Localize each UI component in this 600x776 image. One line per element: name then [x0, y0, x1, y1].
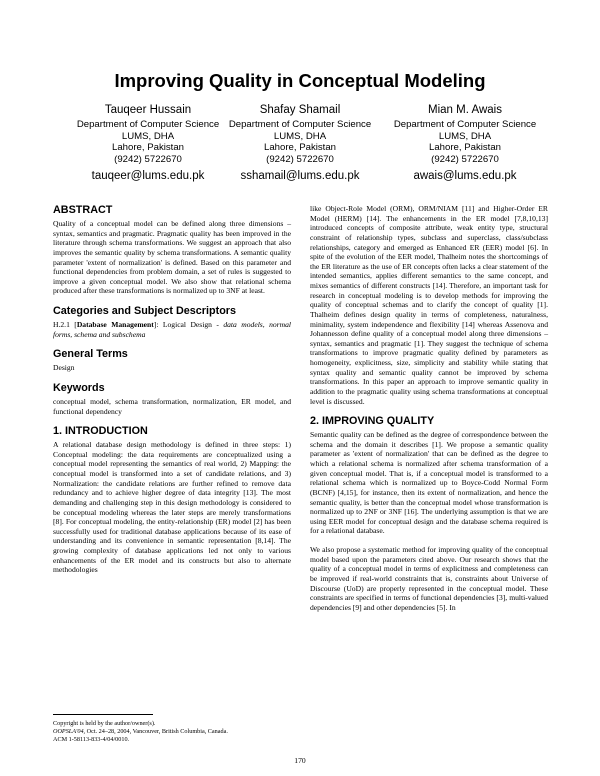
footnote-line-3: ACM 1-58113-833-4/04/0010. [53, 736, 130, 743]
intro-heading: 1. INTRODUCTION [53, 425, 148, 438]
author-city: Lahore, Pakistan [264, 142, 336, 154]
author-email[interactable]: sshamail@lums.edu.pk [240, 170, 360, 183]
abstract-text: Quality of a conceptual model can be defined along three dimensions – syntax, semantics and pragmatic. Pragmatic quality has been improved in the literature through schema transformations. We suggest an approach that also improves the semantic quality by schema transformations. A semantic quality parameter 'extent of normalization' is defined. Based on this parameter and functional dependencies from problem domain, a set of rules is suggested to improve a given conceptual model. We also show that relational schema produced after these transformations is normalized up to 3NF at least. [53, 219, 291, 296]
intro-text: A relational database design methodology is defined in three steps: 1) Conceptual modeling: the data requirements are conceptualized using a conceptual model representing the semantics of real world, 2) Mapping: the conceptual model is transformed into a set of candidate relations, and 3) Normalization: the candidate relations are further refined to remove data redundancy and to achieve higher degree of data integrity [13]. The most demanding and challenging step in this design methodology is considered to be conceptual modeling whereas the later steps are merely transformations [8]. For conceptual modeling, the entity-relationship (ER) model [2] has been successfully used for traditional database applications because of its ease of understanding and its convenience in semantic representation [8,14]. The growing complexity of database applications led not only to various enhancements of the ER model and its constructs but also to alternate methodologies [53, 440, 291, 575]
author-email[interactable]: tauqeer@lums.edu.pk [91, 170, 205, 183]
author-name: Tauqeer Hussain [104, 104, 192, 116]
keywords-heading: Keywords [53, 381, 105, 394]
author-email[interactable]: awais@lums.edu.pk [413, 170, 517, 183]
author-block-2 [211, 103, 389, 183]
footnote-date: Oct. 24–28, 2004, Vancouver, British Columbia, Canada. [85, 728, 228, 735]
footnote-line-2 [53, 728, 293, 736]
copyright-footnote [53, 720, 293, 744]
author-org: LUMS, DHA [438, 130, 492, 142]
category-bold: Database Management [76, 320, 154, 329]
author-city: Lahore, Pakistan [429, 142, 501, 154]
author-name: Shafay Shamail [259, 104, 341, 116]
abstract-heading: ABSTRACT [53, 204, 113, 216]
general-terms-text: Design [53, 363, 75, 373]
page-number: 170 [294, 756, 306, 765]
author-name: Mian M. Awais [428, 104, 502, 116]
author-phone: (9242) 5722670 [266, 153, 334, 165]
author-org: LUMS, DHA [273, 130, 327, 142]
quality-heading: 2. IMPROVING QUALITY [310, 415, 435, 428]
quality-paragraph-1: Semantic quality can be defined as the degree of correspondence between the schema and the domain it describes [1]. We propose a semantic quality parameter as 'extent of normalization' that can be defined as the degree to which a relational schema is normalized after schema transformation of a given conceptual model. That is, if a conceptual model is transformed to a relational schema which is normalized up to Boyce-Codd Normal Form (BCNF) [4,15], for instance, then its extent of normalization, and hence the semantic quality, is better than the conceptual model whose transformation is normalized up to 2NF or 3NF [16]. The underlying assumption is that we are using EER model for conceptual design and the database schema required is for a relational database. [310, 430, 548, 536]
footnote-rule [53, 714, 153, 715]
author-phone: (9242) 5722670 [431, 153, 499, 165]
author-dept: Department of Computer Science [228, 119, 372, 130]
footnote-line-1: Copyright is held by the author/owner(s). [53, 720, 156, 727]
footnote-venue: OOPSLA'04, [53, 728, 86, 735]
author-org: LUMS, DHA [121, 130, 175, 142]
author-dept: Department of Computer Science [76, 119, 220, 130]
intro-continued-text: like Object-Role Model (ORM), ORM/NIAM [11] and Higher-Order ER Model (HERM) [14]. The enhancements in the ER model [7,8,10,13] introduced concepts of composite attribute, weak entity type, structural constraint of relationship types, subclass and superclass, class/subclass relationships, category and emerged as Enhanced ER (EER) model [6]. In spite of the evolution of the EER model, Thalheim notes the shortcomings of the ER literature as the use of ER concepts often lacks a clear statement of the intended semantics, applies different semantics to the same concept, and mixes semantics of different constructs [14]. Therefore, an important task for research in conceptual modeling is to develop methods for improving the quality of conceptual schemas and to clarify the concept of quality [1]. Thalheim defines design quality in terms of completeness, naturalness, minimality, system independence and flexibility [14] whereas Assenova and Johannesson define quality of a conceptual model along three dimensions – syntax, semantics and pragmatic [1]. They suggest the technique of schema transformations to improve pragmatic quality defined by parameters as homogeneity, explicitness, size, simplicity and stability while stating that syntax quality and semantic quality cannot be improved by schema transformations. In this paper an approach to improve semantic quality in addition to the pragmatic quality using schema transformations at conceptual level is discussed. [310, 204, 548, 406]
category-italic: data models, normal forms, schema and subschema [53, 320, 292, 339]
author-block-3 [376, 103, 554, 183]
author-phone: (9242) 5722670 [114, 153, 182, 165]
categories-text [53, 320, 291, 339]
author-city: Lahore, Pakistan [112, 142, 184, 154]
paper-title: Improving Quality in Conceptual Modeling [114, 70, 486, 91]
quality-paragraph-2: We also propose a systematic method for improving quality of the conceptual model based upon the parameters cited above. Our research shows that the quality of a conceptual model in terms of explicitness and completeness can be improved if real-world constraints that is, constraints about Universe of Discourse (UoD) are properly represented in the conceptual model. These constraints are specified in terms of functional dependencies [3], multi-valued dependencies [9] and other dependencies [5]. In [310, 545, 548, 612]
author-dept: Department of Computer Science [393, 119, 537, 130]
general-terms-heading: General Terms [53, 348, 128, 361]
category-code: H.2.1 [ [53, 320, 77, 329]
category-rest: ]: Logical Design - [153, 320, 224, 329]
right-column [310, 204, 548, 612]
left-column [53, 204, 291, 575]
keywords-text: conceptual model, schema transformation, normalization, ER model, and functional dependency [53, 396, 291, 416]
categories-heading: Categories and Subject Descriptors [53, 305, 236, 317]
